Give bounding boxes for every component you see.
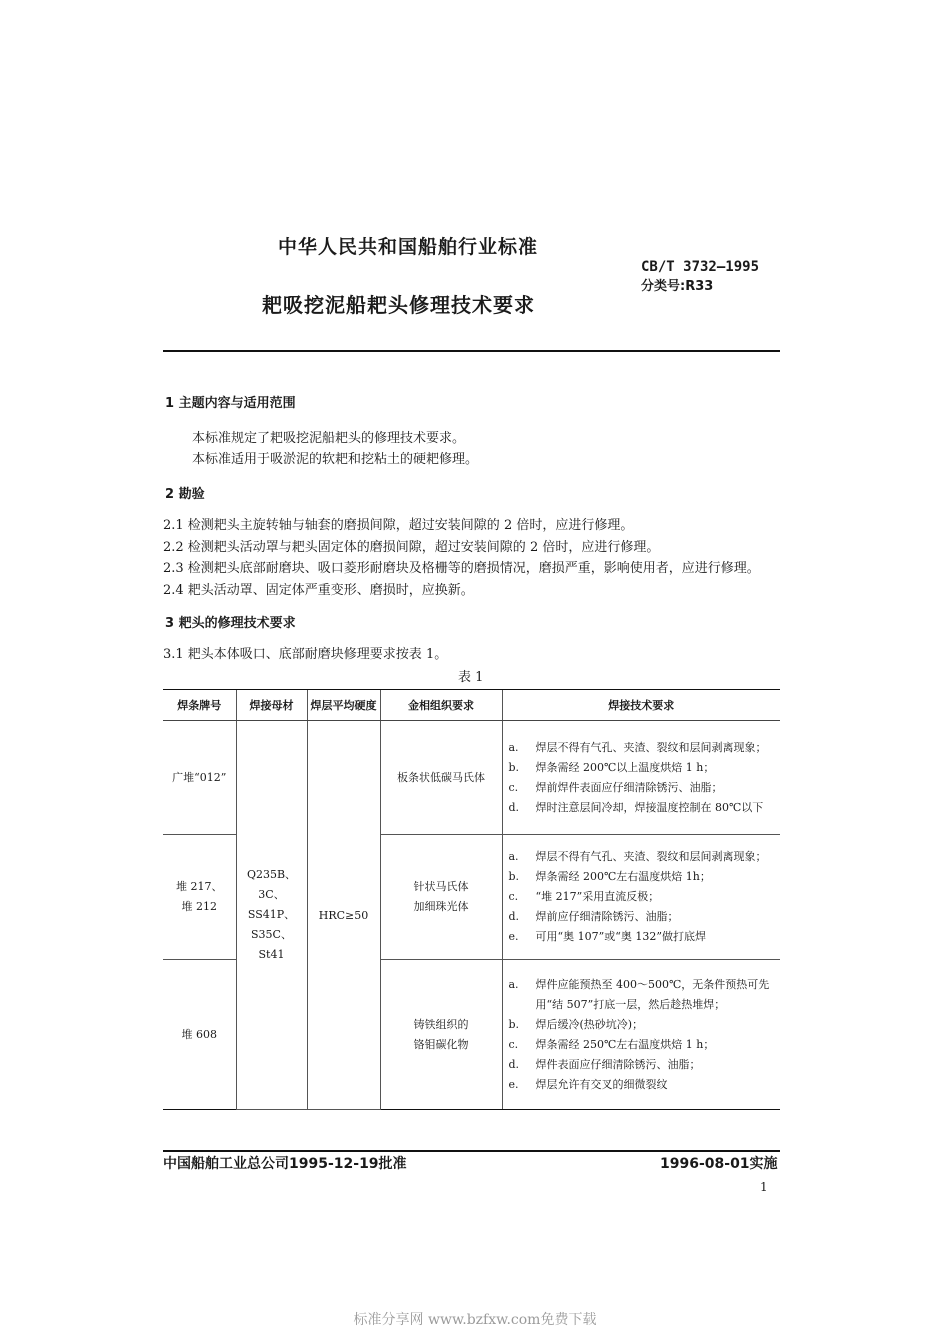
electrode-text: 广堆“012” [172,770,227,784]
requirement-item: d. 焊件表面应仔细清除锈污、油脂； [508,1057,701,1071]
page-number: 1 [760,1180,768,1194]
structure-cell [380,960,502,1110]
clause-2-4: 2.4 耙头活动罩、固定体严重变形、磨损时，应换新。 [163,583,474,598]
header-rule [163,350,780,352]
classification-number: 分类号:R33 [641,279,714,294]
approval-line: 中国船舶工业总公司1995-12-19批准 [163,1156,407,1172]
hardness-cell: HRC≥50 [307,721,380,1110]
electrode-text: 堆 608 [181,1027,217,1041]
structure-cell [380,835,502,960]
header-hardness: 焊层平均硬度 [307,690,380,721]
base-metal-text: S35C、 [251,928,292,941]
electrode-text: 堆 212 [181,900,217,913]
requirement-item: c. 焊前焊件表面应仔细清除锈污、油脂； [508,780,723,794]
requirement-item: d. 焊时注意层间冷却，焊接温度控制在 80℃以下 [508,800,764,814]
requirements-cell [502,835,780,960]
requirement-item: e. 可用“奥 107”或“奥 132”做打底焊 [508,930,706,943]
base-metal-text: SS41P、 [247,908,296,921]
table-1-caption: 表 1 [458,670,484,685]
implementation-date: 1996-08-01实施 [660,1156,778,1172]
clause-3-1: 3.1 耙头本体吸口、底部耐磨块修理要求按表 1。 [163,647,448,662]
requirement-item: c. 焊条需经 250℃左右温度烘焙 1 h； [508,1037,715,1051]
document-title: 耙吸挖泥船耙头修理技术要求 [262,293,535,317]
requirement-item: a. 焊层不得有气孔、夹渣、裂纹和层间剥离现象； [508,850,767,863]
requirements-cell [502,960,780,1110]
requirement-item: a. 焊件应能预热至 400～500℃，无条件预热可先 [508,977,770,991]
clause-2-2: 2.2 检测耙头活动罩与耙头固定体的磨损间隙，超过安装间隙的 2 倍时，应进行修理。 [163,540,660,555]
requirement-item: a. 焊层不得有气孔、夹渣、裂纹和层间剥离现象； [508,740,767,754]
base-metal-text: St41 [258,948,285,961]
header-structure: 金相组织要求 [380,690,502,721]
requirement-item: c. “堆 217”采用直流反极； [508,890,660,903]
header-electrode: 焊条牌号 [163,690,236,721]
electrode-cell [163,721,236,835]
structure-text: 铬钼碳化物 [413,1037,469,1051]
structure-text: 针状马氏体 [413,880,469,893]
footer-rule [163,1150,780,1152]
base-metal-text: Q235B、3C、 [246,868,297,901]
clause-2-3: 2.3 检测耙头底部耐磨块、吸口菱形耐磨块及格栅等的磨损情况，磨损严重，影响使用者，应进行修理。 [163,561,760,576]
standard-code: CB/T 3732—1995 [641,259,760,275]
table-1 [163,689,780,1110]
section-3-heading: 3 耙头的修理技术要求 [165,616,296,631]
section-1-heading: 1 主题内容与适用范围 [165,396,296,411]
section-1-paragraph-1: 本标准规定了耙吸挖泥船耙头的修理技术要求。 [192,431,466,446]
section-1-paragraph-2: 本标准适用于吸淤泥的软耙和挖粘土的硬耙修理。 [192,452,479,467]
structure-text: 铸铁组织的 [413,1017,469,1031]
clause-2-1: 2.1 检测耙头主旋转轴与轴套的磨损间隙，超过安装间隙的 2 倍时，应进行修理。 [163,518,634,533]
header-welding-requirements: 焊接技术要求 [502,690,780,721]
requirement-item: b. 焊条需经 200℃左右温度烘焙 1h； [508,870,711,883]
requirement-item: b. 焊后缓冷(热砂坑冷)； [508,1017,644,1031]
watermark-text: 标准分享网 www.bzfxw.com免费下载 [353,1312,597,1328]
structure-text: 加细珠光体 [413,900,469,913]
electrode-text: 堆 217、 [176,880,223,893]
base-metal-cell [236,721,307,1110]
structure-cell [380,721,502,835]
header-base-metal: 焊接母材 [236,690,307,721]
requirement-item: 用“结 507”打底一层，然后趁热堆焊； [535,997,726,1011]
requirement-item: d. 焊前应仔细清除锈污、油脂； [508,910,679,923]
section-2-heading: 2 勘验 [165,487,205,502]
requirements-cell [502,721,780,835]
electrode-cell [163,835,236,960]
requirement-item: e. 焊层允许有交叉的细微裂纹 [508,1077,668,1091]
table-header-row [163,690,780,721]
electrode-cell [163,960,236,1110]
organization-title: 中华人民共和国船舶行业标准 [278,236,539,258]
requirement-item: b. 焊条需经 200℃以上温度烘焙 1 h； [508,760,715,774]
table-row [163,721,780,835]
structure-text: 板条状低碳马氏体 [397,770,485,784]
